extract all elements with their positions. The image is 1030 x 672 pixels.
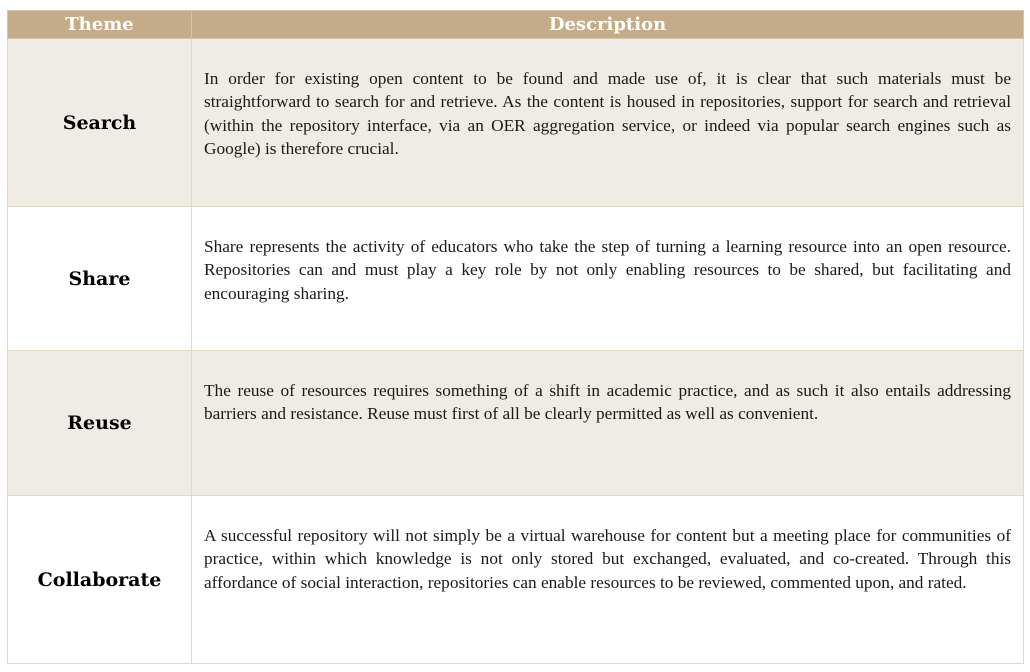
header-row xyxy=(8,11,1024,39)
description-cell xyxy=(192,351,1024,496)
table-header xyxy=(8,11,1024,39)
table-body xyxy=(8,39,1024,664)
description-text: The reuse of resources requires something of a shift in academic practice, and as such it also entails addressing barriers and resistance. Reuse must first of all be clearly permitted as well as convenient. xyxy=(204,381,1011,424)
description-cell xyxy=(192,207,1024,351)
description-text: A successful repository will not simply be a virtual warehouse for content but a meeting place for communities of practice, within which knowledge is not only stored but exchanged, evaluated, and co-created. Through this affordance of social interaction, repositories can enable resources to be reviewed, commented upon, and rated. xyxy=(204,526,1011,592)
description-text: In order for existing open content to be found and made use of, it is clear that such materials must be straightforward to search for and retrieve. As the content is housed in repositories, support for search and retrieval (within the repository interface, via an OER aggregation service, or indeed via popular search engines such as Google) is therefore crucial. xyxy=(204,69,1011,158)
description-text: Share represents the activity of educators who take the step of turning a learning resource into an open resource. Repositories can and must play a key role by not only enabling resources to be shared, but facilitating and encouraging sharing. xyxy=(204,237,1011,303)
description-column-header: Description xyxy=(192,11,1024,39)
themes-table xyxy=(7,10,1024,664)
table-row-search xyxy=(8,39,1024,207)
theme-column-header: Theme xyxy=(8,11,192,39)
description-cell xyxy=(192,496,1024,664)
description-cell xyxy=(192,39,1024,207)
table-row-reuse xyxy=(8,351,1024,496)
theme-cell: Reuse xyxy=(8,351,192,496)
theme-cell: Collaborate xyxy=(8,496,192,664)
theme-cell: Share xyxy=(8,207,192,351)
table-row-collaborate xyxy=(8,496,1024,664)
table-row-share xyxy=(8,207,1024,351)
theme-cell: Search xyxy=(8,39,192,207)
